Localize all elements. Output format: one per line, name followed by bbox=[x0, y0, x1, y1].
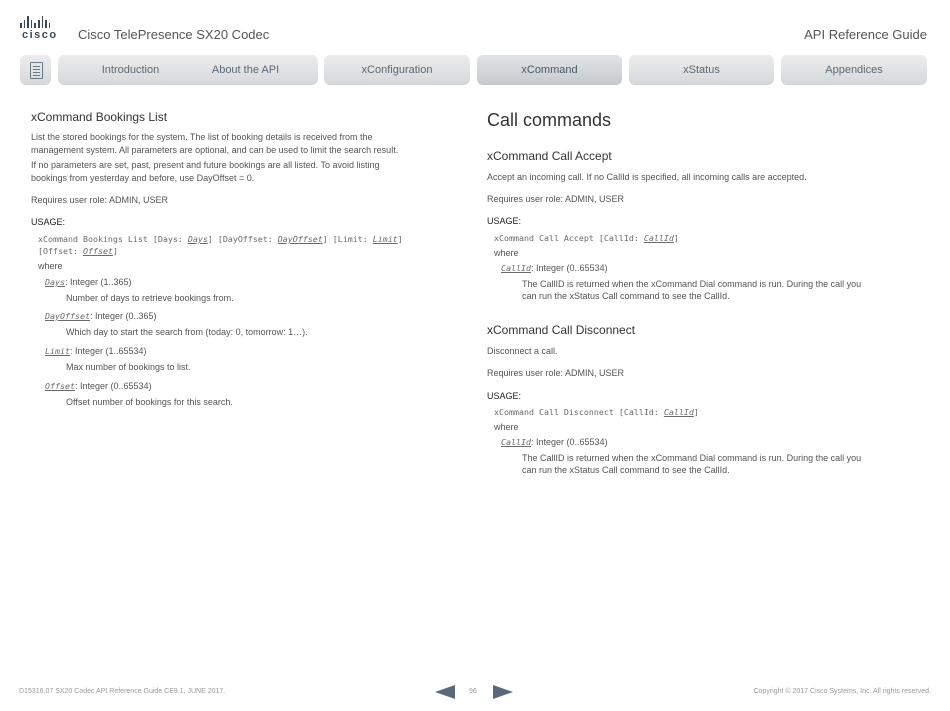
product-title: Cisco TelePresence SX20 Codec bbox=[78, 27, 270, 42]
call-accept-title: xCommand Call Accept bbox=[487, 149, 612, 163]
call-accept-usage-label: USAGE: bbox=[487, 216, 522, 226]
param-days-desc: Number of days to retrieve bookings from. bbox=[66, 293, 234, 303]
bookings-desc-line: bookings from yesterday and before, use DayOffset = 0. bbox=[31, 173, 255, 183]
previous-page-arrow-icon[interactable] bbox=[435, 685, 455, 699]
bookings-usage-command-cont: [Offset: Offset] bbox=[38, 246, 118, 256]
param-offset: Offset: Integer (0..65534) bbox=[45, 381, 152, 391]
tab-appendices[interactable]: Appendices bbox=[781, 55, 927, 85]
bookings-list-title: xCommand Bookings List bbox=[31, 110, 168, 124]
tab-introduction[interactable]: Introduction bbox=[58, 55, 203, 85]
page-header bbox=[0, 0, 950, 50]
bookings-role: Requires user role: ADMIN, USER bbox=[31, 195, 169, 205]
tab-about-the-api[interactable]: About the API bbox=[173, 55, 318, 85]
bookings-desc-line: List the stored bookings for the system. The list of booking details is received from the bbox=[31, 132, 373, 142]
call-disconnect-role: Requires user role: ADMIN, USER bbox=[487, 368, 625, 378]
call-disconnect-desc: Disconnect a call. bbox=[487, 346, 558, 356]
call-disconnect-usage-label: USAGE: bbox=[487, 391, 522, 401]
next-page-arrow-icon[interactable] bbox=[493, 685, 513, 699]
tab-xstatus[interactable]: xStatus bbox=[629, 55, 774, 85]
bookings-usage-label: USAGE: bbox=[31, 217, 66, 227]
call-accept-param-desc: The CallID is returned when the xCommand Dial command is run. During the call you bbox=[522, 279, 862, 289]
footer-copyright: Copyright © 2017 Cisco Systems, Inc. All rights reserved. bbox=[753, 688, 931, 695]
bookings-desc-line: management system. All parameters are optional, and can be used to limit the search result. bbox=[31, 145, 399, 155]
tab-xconfiguration[interactable]: xConfiguration bbox=[324, 55, 470, 85]
call-accept-desc: Accept an incoming call. If no CallId is specified, all incoming calls are accepted. bbox=[487, 172, 807, 182]
param-offset-desc: Offset number of bookings for this search. bbox=[66, 397, 233, 407]
tab-xcommand[interactable]: xCommand bbox=[477, 55, 622, 85]
call-disconnect-command: xCommand Call Disconnect [CallId: CallId] bbox=[494, 407, 699, 417]
cisco-logo: cisco bbox=[20, 16, 64, 42]
bookings-usage-command: xCommand Bookings List [Days: Days] [DayOffset: DayOffset] [Limit: Limit] bbox=[38, 234, 403, 244]
call-accept-command: xCommand Call Accept [CallId: CallId] bbox=[494, 233, 679, 243]
bookings-where: where bbox=[38, 261, 63, 271]
document-icon bbox=[30, 62, 43, 79]
param-limit: Limit: Integer (1..65534) bbox=[45, 346, 147, 356]
call-disconnect-param-desc: The CallID is returned when the xCommand Dial command is run. During the call you bbox=[522, 453, 862, 463]
call-accept-where: where bbox=[494, 248, 519, 258]
call-disconnect-param-desc: can run the xStatus Call command to see the CallId. bbox=[522, 465, 730, 475]
call-accept-param: CallId: Integer (0..65534) bbox=[501, 263, 608, 273]
guide-title: API Reference Guide bbox=[804, 27, 927, 42]
param-dayoffset: DayOffset: Integer (0..365) bbox=[45, 311, 157, 321]
page-number: 96 bbox=[469, 688, 477, 695]
section-title: Call commands bbox=[487, 110, 612, 130]
call-disconnect-param: CallId: Integer (0..65534) bbox=[501, 437, 608, 447]
top-navigation bbox=[20, 55, 927, 85]
param-days: Days: Integer (1..365) bbox=[45, 277, 132, 287]
param-dayoffset-desc: Which day to start the search from (today: 0, tomorrow: 1…). bbox=[66, 327, 308, 337]
footer-doc-id: D15316.07 SX20 Codec API Reference Guide CE9.1, JUNE 2017. bbox=[19, 688, 226, 695]
param-limit-desc: Max number of bookings to list. bbox=[66, 362, 191, 372]
call-disconnect-where: where bbox=[494, 422, 519, 432]
call-disconnect-title: xCommand Call Disconnect bbox=[487, 323, 636, 337]
call-accept-role: Requires user role: ADMIN, USER bbox=[487, 194, 625, 204]
call-accept-param-desc: can run the xStatus Call command to see the CallId. bbox=[522, 291, 730, 301]
bookings-desc-line: If no parameters are set, past, present and future bookings are all listed. To avoid listing bbox=[31, 160, 380, 170]
document-button[interactable] bbox=[20, 55, 51, 85]
